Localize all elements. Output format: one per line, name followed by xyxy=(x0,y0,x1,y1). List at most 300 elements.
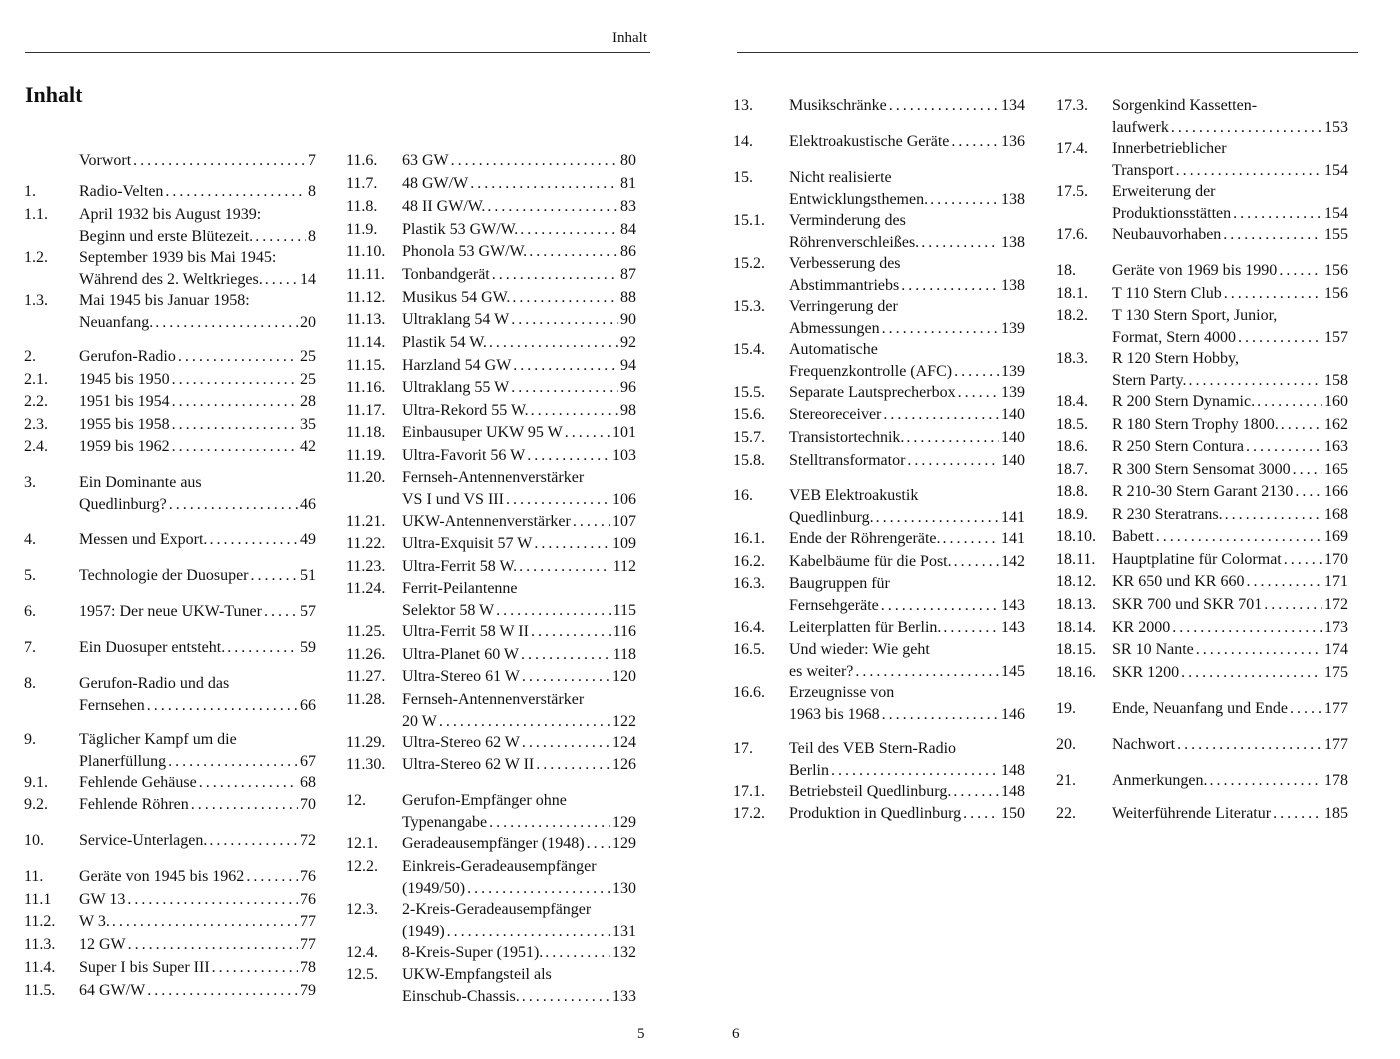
toc-entry-page: 154 xyxy=(1324,161,1348,179)
toc-entry-page: 148 xyxy=(1001,761,1025,779)
toc-entry-page: 126 xyxy=(612,756,636,773)
toc-entry-page: 158 xyxy=(1324,371,1348,389)
toc-entry-title: Abmessungen xyxy=(789,319,880,337)
toc-entry-title: T 110 Stern Club xyxy=(1112,285,1222,302)
dot-leader xyxy=(112,911,298,933)
toc-entry-page: 155 xyxy=(1324,226,1348,243)
toc-entry-page: 70 xyxy=(300,796,316,813)
toc-entry-page: 96 xyxy=(620,379,636,396)
dot-leader xyxy=(178,346,298,368)
toc-entry-title-line: Verringerung der xyxy=(789,298,898,315)
dot-leader xyxy=(169,494,298,516)
dot-leader xyxy=(942,528,999,550)
toc-entry-page: 88 xyxy=(620,289,636,306)
toc-entry-title: Hauptplatine für Colormat xyxy=(1112,551,1282,568)
toc-entry-number: 11.27. xyxy=(346,668,386,685)
toc-entry-page: 169 xyxy=(1324,528,1348,545)
toc-entry-title: Geräte von 1969 bis 1990 xyxy=(1112,262,1278,279)
dot-leader xyxy=(527,445,610,467)
toc-entry-title: Transport xyxy=(1112,161,1174,179)
toc-entry-title: W 3. xyxy=(79,913,110,930)
toc-entry-page: 138 xyxy=(1001,276,1025,294)
dot-leader xyxy=(522,986,610,1008)
toc-entry-title: 1957: Der neue UKW-Tuner xyxy=(79,603,262,620)
dot-leader xyxy=(227,637,298,659)
toc-entry-title: laufwerk xyxy=(1112,118,1169,136)
toc-entry-title: Messen und Export. xyxy=(79,531,208,548)
dot-leader xyxy=(511,377,618,399)
dot-leader xyxy=(209,830,298,852)
toc-entry-page: 131 xyxy=(612,922,636,940)
toc-entry-number: 9.1. xyxy=(24,774,48,791)
toc-entry-page: 120 xyxy=(612,668,636,685)
toc-entry-title: R 230 Steratrans. xyxy=(1112,506,1223,523)
toc-entry-title: Quedlinburg? xyxy=(79,495,167,513)
header-rule-right xyxy=(737,52,1358,53)
toc-entry-number: 15.2. xyxy=(733,255,765,272)
toc-entry-title: 1945 bis 1950 xyxy=(79,371,170,388)
dot-leader xyxy=(958,382,999,404)
toc-entry-title: Ultraklang 54 W xyxy=(402,311,510,328)
dot-leader xyxy=(439,711,610,733)
toc-entry-page: 7 xyxy=(308,152,316,169)
toc-entry-page: 35 xyxy=(300,416,316,433)
toc-entry-page: 84 xyxy=(620,221,636,238)
dot-leader xyxy=(451,150,618,172)
toc-entry-title: Fernsehgeräte xyxy=(789,596,879,614)
dot-leader xyxy=(168,751,298,773)
toc-entry-number: 18.15. xyxy=(1056,641,1096,658)
toc-entry-page: 140 xyxy=(1001,429,1025,446)
toc-entry-page: 157 xyxy=(1324,328,1348,346)
toc-entry-page: 83 xyxy=(620,198,636,215)
toc-entry-number: 11.23. xyxy=(346,558,386,575)
toc-entry-page: 78 xyxy=(300,959,316,976)
toc-entry-number: 7. xyxy=(24,639,36,656)
toc-entry-number: 17.5. xyxy=(1056,183,1088,200)
toc-entry-title: 63 GW xyxy=(402,152,449,169)
toc-entry-page: 51 xyxy=(300,567,316,584)
dot-leader xyxy=(165,181,306,203)
toc-entry-page: 139 xyxy=(1001,384,1025,401)
toc-entry-title: Produktion in Quedlinburg xyxy=(789,805,962,822)
toc-entry-title-line: VEB Elektroakustik xyxy=(789,487,919,504)
dot-leader xyxy=(1246,571,1322,593)
toc-entry-page: 118 xyxy=(612,646,636,663)
toc-entry-number: 16.1. xyxy=(733,530,765,547)
toc-entry-page: 153 xyxy=(1324,118,1348,136)
dot-leader xyxy=(264,601,298,623)
toc-entry-number: 11.16. xyxy=(346,379,386,396)
toc-entry-number: 18.16. xyxy=(1056,664,1096,681)
toc-entry-page: 142 xyxy=(1001,553,1025,570)
toc-entry-page: 178 xyxy=(1324,772,1348,789)
toc-entry-number: 11.11. xyxy=(346,266,385,283)
toc-entry-title: Ultra-Ferrit 58 W. xyxy=(402,558,518,575)
dot-leader xyxy=(172,391,298,413)
dot-leader xyxy=(246,866,298,888)
toc-entry-title-line: Täglicher Kampf um die xyxy=(79,731,237,748)
toc-entry-title-line: Nicht realisierte xyxy=(789,169,892,186)
toc-entry-number: 2.2. xyxy=(24,393,48,410)
toc-entry-page: 68 xyxy=(300,774,316,791)
page-number-left: 5 xyxy=(637,1026,645,1042)
toc-entry-number: 21. xyxy=(1056,772,1076,789)
toc-entry-number: 11.3. xyxy=(24,936,56,953)
dot-leader xyxy=(1233,203,1322,225)
dot-leader xyxy=(906,427,999,449)
dot-leader xyxy=(489,332,618,354)
toc-entry-number: 14. xyxy=(733,133,753,150)
toc-entry-page: 20 xyxy=(300,313,316,331)
toc-entry-page: 129 xyxy=(612,835,636,852)
toc-entry-page: 42 xyxy=(300,438,316,455)
toc-entry-title: R 300 Stern Sensomat 3000 xyxy=(1112,461,1291,478)
dot-leader xyxy=(506,489,610,511)
toc-entry-page: 162 xyxy=(1324,416,1348,433)
toc-entry-number: 18.14. xyxy=(1056,619,1096,636)
toc-entry-page: 174 xyxy=(1324,641,1348,658)
toc-entry-number: 18.9. xyxy=(1056,506,1088,523)
toc-entry-title: Beginn und erste Blütezeit. xyxy=(79,227,254,245)
dot-leader xyxy=(199,772,298,794)
toc-entry-number: 1.2. xyxy=(24,249,48,266)
toc-entry-number: 9. xyxy=(24,731,36,748)
dot-leader xyxy=(128,934,298,956)
toc-entry-page: 138 xyxy=(1001,190,1025,208)
dot-leader xyxy=(1284,549,1322,571)
toc-entry-number: 17.3. xyxy=(1056,97,1088,114)
dot-leader xyxy=(212,957,298,979)
toc-entry-page: 134 xyxy=(1001,97,1025,114)
toc-entry-page: 185 xyxy=(1324,805,1348,822)
toc-entry-title: Einschub-Chassis. xyxy=(402,987,520,1005)
dot-leader xyxy=(954,361,999,383)
toc-entry-number: 13. xyxy=(733,97,753,114)
dot-leader xyxy=(1264,594,1322,616)
toc-entry-page: 168 xyxy=(1324,506,1348,523)
toc-entry-title: Planerfüllung xyxy=(79,752,167,770)
toc-entry-page: 112 xyxy=(612,558,636,575)
toc-entry-title-line: Erweiterung der xyxy=(1112,183,1216,200)
toc-entry-number: 2.1. xyxy=(24,371,48,388)
toc-entry-number: 16.2. xyxy=(733,553,765,570)
toc-entry-page: 81 xyxy=(620,175,636,192)
toc-entry-title: Geradeausempfänger (1948) xyxy=(402,835,585,852)
toc-entry-number: 11.13. xyxy=(346,311,386,328)
toc-entry-title: R 200 Stern Dynamic. xyxy=(1112,393,1256,410)
dot-leader xyxy=(1246,436,1322,458)
toc-entry-page: 141 xyxy=(1001,530,1025,547)
toc-entry-title-line: UKW-Empfangsteil als xyxy=(402,966,552,983)
toc-entry-title: Ende, Neuanfang und Ende xyxy=(1112,700,1288,717)
toc-entry-title: Ultra-Stereo 61 W xyxy=(402,668,520,685)
toc-entry-page: 25 xyxy=(300,371,316,388)
toc-entry-page: 66 xyxy=(300,696,316,714)
dot-leader xyxy=(1177,734,1322,756)
dot-leader xyxy=(889,95,999,117)
toc-entry-number: 11.26. xyxy=(346,646,386,663)
toc-entry-page: 92 xyxy=(620,334,636,351)
toc-entry-number: 18.4. xyxy=(1056,393,1088,410)
toc-entry-number: 12.2. xyxy=(346,858,378,875)
toc-entry-title: VS I und VS III xyxy=(402,490,504,508)
toc-entry-number: 18.2. xyxy=(1056,307,1088,324)
toc-entry-page: 79 xyxy=(300,982,316,999)
dot-leader xyxy=(1176,160,1322,182)
toc-entry-title: Super I bis Super III xyxy=(79,959,210,976)
toc-entry-number: 16.4. xyxy=(733,619,765,636)
dot-leader xyxy=(565,422,610,444)
toc-entry-page: 107 xyxy=(612,513,636,530)
dot-leader xyxy=(512,287,618,309)
toc-entry-number: 10. xyxy=(24,832,44,849)
toc-entry-title: Selektor 58 W xyxy=(402,601,495,619)
toc-entry-number: 6. xyxy=(24,603,36,620)
dot-leader xyxy=(496,600,610,622)
toc-entry-page: 94 xyxy=(620,357,636,374)
dot-leader xyxy=(531,621,611,643)
dot-leader xyxy=(447,921,610,943)
toc-entry-title: Ultra-Favorit 56 W xyxy=(402,447,526,464)
toc-entry-number: 11.24. xyxy=(346,580,386,597)
toc-entry-number: 4. xyxy=(24,531,36,548)
toc-entry-title: Fernsehen xyxy=(79,696,145,714)
toc-entry-title-line: Verminderung des xyxy=(789,212,906,229)
toc-entry-number: 18.12. xyxy=(1056,573,1096,590)
toc-entry-page: 98 xyxy=(620,402,636,419)
dot-leader xyxy=(470,173,618,195)
toc-entry-title: es weiter? xyxy=(789,662,854,680)
toc-entry-number: 9.2. xyxy=(24,796,48,813)
toc-entry-number: 18.10. xyxy=(1056,528,1096,545)
page-header-title: Inhalt xyxy=(612,30,647,46)
toc-entry-number: 18.7. xyxy=(1056,461,1088,478)
toc-entry-title-line: Einkreis-Geradeausempfänger xyxy=(402,858,597,875)
toc-entry-page: 103 xyxy=(612,447,636,464)
toc-entry-number: 11.10. xyxy=(346,243,386,260)
toc-entry-page: 8 xyxy=(308,227,316,245)
dot-leader xyxy=(489,812,610,834)
toc-entry-title: Musikschränke xyxy=(789,97,887,114)
toc-entry-page: 8 xyxy=(308,183,316,200)
toc-entry-number: 12.3. xyxy=(346,901,378,918)
toc-entry-page: 87 xyxy=(620,266,636,283)
toc-entry-title-line: Teil des VEB Stern-Radio xyxy=(789,740,957,757)
toc-entry-title: KR 2000 xyxy=(1112,619,1171,636)
toc-entry-number: 17.2. xyxy=(733,805,765,822)
toc-entry-number: 16.6. xyxy=(733,684,765,701)
toc-entry-title: Röhrenverschleißes. xyxy=(789,233,920,251)
dot-leader xyxy=(855,661,999,683)
toc-entry-title-line: Verbesserung des xyxy=(789,255,901,272)
toc-entry-title: Ultra-Ferrit 58 W II xyxy=(402,623,529,640)
toc-entry-title-line: T 130 Stern Sport, Junior, xyxy=(1112,307,1278,324)
toc-entry-number: 15.3. xyxy=(733,298,765,315)
dot-leader xyxy=(536,754,610,776)
toc-entry-number: 17.1. xyxy=(733,783,765,800)
toc-entry-title: Produktionsstätten xyxy=(1112,204,1232,222)
toc-entry-title: Ultra-Planet 60 W xyxy=(402,646,520,663)
dot-leader xyxy=(172,414,298,436)
dot-leader xyxy=(487,196,618,218)
toc-entry-title: GW 13 xyxy=(79,891,126,908)
toc-entry-page: 172 xyxy=(1324,596,1348,613)
toc-entry-page: 76 xyxy=(300,891,316,908)
dot-leader xyxy=(831,760,999,782)
toc-entry-page: 139 xyxy=(1001,362,1025,380)
toc-entry-title: Ultraklang 55 W xyxy=(402,379,510,396)
toc-entry-page: 115 xyxy=(612,601,636,619)
toc-entry-number: 11. xyxy=(24,868,44,885)
toc-entry-title: UKW-Antennenverstärker xyxy=(402,513,571,530)
toc-entry-page: 150 xyxy=(1001,805,1025,822)
toc-entry-title: Neuanfang. xyxy=(79,313,154,331)
toc-entry-title-line: R 120 Stern Hobby, xyxy=(1112,350,1239,367)
toc-entry-title-line: Mai 1945 bis Januar 1958: xyxy=(79,292,250,309)
dot-leader xyxy=(1224,283,1322,305)
toc-entry-page: 28 xyxy=(300,393,316,410)
toc-entry-number: 1.3. xyxy=(24,292,48,309)
toc-entry-title-line: Und wieder: Wie geht xyxy=(789,641,930,658)
toc-entry-title: Frequenzkontrolle (AFC) xyxy=(789,362,953,380)
toc-entry-number: 11.1 xyxy=(24,891,52,908)
toc-entry-title-line: Fernseh-Antennenverstärker xyxy=(402,691,585,708)
dot-leader xyxy=(881,595,999,617)
toc-entry-number: 11.5. xyxy=(24,982,56,999)
toc-entry-title: Berlin xyxy=(789,761,829,779)
toc-entry-number: 11.2. xyxy=(24,913,56,930)
page-heading: Inhalt xyxy=(25,82,83,107)
dot-leader xyxy=(521,644,611,666)
dot-leader xyxy=(1279,260,1322,282)
toc-entry-title: 1963 bis 1968 xyxy=(789,705,880,723)
toc-entry-page: 138 xyxy=(1001,233,1025,251)
dot-leader xyxy=(522,666,610,688)
toc-entry-page: 148 xyxy=(1001,783,1025,800)
dot-leader xyxy=(127,889,298,911)
dot-leader xyxy=(1238,327,1322,349)
dot-leader xyxy=(519,556,611,578)
dot-leader xyxy=(529,241,618,263)
toc-entry-number: 11.17. xyxy=(346,402,386,419)
toc-entry-page: 154 xyxy=(1324,204,1348,222)
dot-leader xyxy=(1225,504,1322,526)
toc-entry-page: 77 xyxy=(300,913,316,930)
toc-entry-page: 171 xyxy=(1324,573,1348,590)
toc-entry-title: Ende der Röhrengeräte. xyxy=(789,530,941,547)
toc-entry-page: 160 xyxy=(1324,393,1348,410)
toc-entry-number: 11.12. xyxy=(346,289,386,306)
toc-entry-number: 18.6. xyxy=(1056,438,1088,455)
toc-entry-title-line: Erzeugnisse von xyxy=(789,684,895,701)
toc-entry-title: Stelltransformator xyxy=(789,452,906,469)
toc-entry-title: SKR 1200 xyxy=(1112,664,1180,681)
toc-entry-page: 67 xyxy=(300,752,316,770)
toc-entry-title: KR 650 und KR 660 xyxy=(1112,573,1245,590)
toc-entry-title: Geräte von 1945 bis 1962 xyxy=(79,868,245,885)
toc-entry-page: 106 xyxy=(612,490,636,508)
toc-entry-page: 77 xyxy=(300,936,316,953)
toc-entry-page: 133 xyxy=(612,987,636,1005)
toc-entry-title: Service-Unterlagen. xyxy=(79,832,208,849)
toc-entry-title: 12 GW xyxy=(79,936,126,953)
toc-entry-title: Harzland 54 GW xyxy=(402,357,512,374)
toc-entry-number: 17.6. xyxy=(1056,226,1088,243)
toc-entry-number: 11.30. xyxy=(346,756,386,773)
toc-entry-title-line: Ein Dominante aus xyxy=(79,474,202,491)
toc-entry-page: 166 xyxy=(1324,483,1348,500)
toc-entry-title: 20 W xyxy=(402,712,437,730)
dot-leader xyxy=(147,980,298,1002)
toc-entry-page: 163 xyxy=(1324,438,1348,455)
toc-entry-number: 20. xyxy=(1056,736,1076,753)
toc-entry-title: Vorwort xyxy=(79,152,132,169)
toc-entry-number: 11.28. xyxy=(346,691,386,708)
toc-entry-number: 17. xyxy=(733,740,753,757)
toc-entry-title: Abstimmantriebs xyxy=(789,276,900,294)
toc-entry-number: 12.5. xyxy=(346,966,378,983)
toc-entry-title: 1951 bis 1954 xyxy=(79,393,170,410)
toc-entry-number: 11.22. xyxy=(346,535,386,552)
dot-leader xyxy=(251,565,299,587)
dot-leader xyxy=(573,511,610,533)
dot-leader xyxy=(1196,639,1322,661)
dot-leader xyxy=(876,507,999,529)
toc-entry-title-line: April 1932 bis August 1939: xyxy=(79,206,262,223)
toc-entry-number: 1. xyxy=(24,183,36,200)
toc-entry-number: 18.1. xyxy=(1056,285,1088,302)
toc-entry-title: Betriebsteil Quedlinburg. xyxy=(789,783,952,800)
toc-entry-number: 18.13. xyxy=(1056,596,1096,613)
dot-leader xyxy=(1293,459,1322,481)
toc-entry-title: Neubauvorhaben xyxy=(1112,226,1222,243)
dot-leader xyxy=(155,312,298,334)
dot-leader xyxy=(882,704,999,726)
toc-entry-title: Stern Party. xyxy=(1112,371,1187,389)
toc-entry-title: Tonbandgerät xyxy=(402,266,490,283)
toc-entry-title: Typenangabe xyxy=(402,813,488,831)
toc-entry-page: 76 xyxy=(300,868,316,885)
toc-entry-page: 175 xyxy=(1324,664,1348,681)
toc-entry-number: 11.18. xyxy=(346,424,386,441)
toc-entry-title: Entwicklungsthemen. xyxy=(789,190,929,208)
toc-entry-number: 11.15. xyxy=(346,357,386,374)
toc-entry-title: Transistortechnik. xyxy=(789,429,905,446)
toc-entry-title: Leiterplatten für Berlin. xyxy=(789,619,942,636)
toc-entry-title: (1949) xyxy=(402,922,445,940)
toc-entry-number: 12.1. xyxy=(346,835,378,852)
toc-entry-title: 1959 bis 1962 xyxy=(79,438,170,455)
dot-leader xyxy=(209,529,298,551)
toc-entry-title: Ein Duosuper entsteht. xyxy=(79,639,226,656)
toc-entry-page: 90 xyxy=(620,311,636,328)
toc-entry-title: Ultra-Rekord 55 W. xyxy=(402,402,529,419)
dot-leader xyxy=(943,617,999,639)
toc-entry-number: 2.4. xyxy=(24,438,48,455)
toc-entry-title: (1949/50) xyxy=(402,879,466,897)
toc-entry-title: 1955 bis 1958 xyxy=(79,416,170,433)
toc-entry-number: 5. xyxy=(24,567,36,584)
toc-entry-title-line: Automatische xyxy=(789,341,878,358)
toc-entry-page: 140 xyxy=(1001,452,1025,469)
dot-leader xyxy=(963,803,999,825)
toc-entry-number: 8. xyxy=(24,675,36,692)
toc-entry-page: 124 xyxy=(612,734,636,751)
toc-entry-title: 64 GW/W xyxy=(79,982,146,999)
toc-entry-page: 140 xyxy=(1001,406,1025,423)
toc-entry-title: Gerufon-Radio xyxy=(79,348,176,365)
